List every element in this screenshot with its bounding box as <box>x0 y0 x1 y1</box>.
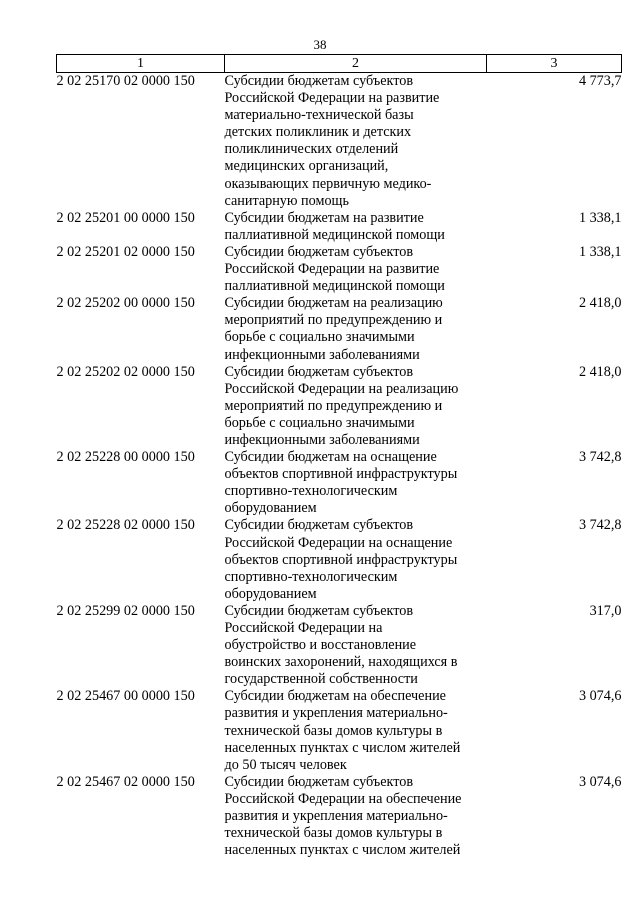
column-header-description: 2 <box>225 55 487 73</box>
description-line: объектов спортивной инфраструктуры <box>224 466 458 483</box>
description-line: Субсидии бюджетам на реализацию <box>224 295 443 312</box>
amount-value: 1 338,1 <box>578 209 622 226</box>
table-row <box>57 364 622 449</box>
description-line: оборудованием <box>224 585 317 602</box>
table-row <box>57 688 622 773</box>
page-number: 38 <box>313 37 327 52</box>
amount-value: 1 338,1 <box>578 243 622 260</box>
budget-code: 2 02 25228 02 0000 150 <box>56 517 195 534</box>
table-row <box>57 449 622 517</box>
description-line: обустройство и восстановление <box>224 637 417 654</box>
budget-table <box>56 54 622 859</box>
description-line: Субсидии бюджетам субъектов <box>224 602 414 619</box>
table-row <box>57 774 622 859</box>
description-line: инфекционными заболеваниями <box>224 431 420 448</box>
description-line: государственной собственности <box>224 671 418 688</box>
amount-value: 2 418,0 <box>578 363 622 380</box>
description-line: инфекционными заболеваниями <box>224 346 420 363</box>
amount-value: 3 074,6 <box>578 688 622 705</box>
budget-code: 2 02 25299 02 0000 150 <box>56 602 195 619</box>
description-line: оборудованием <box>224 500 317 517</box>
revenue-description <box>225 210 487 244</box>
description-line: спортивно-технологическим <box>224 568 398 585</box>
description-line: мероприятий по предупреждению и <box>224 312 443 329</box>
table-row <box>57 73 622 210</box>
description-line: Субсидии бюджетам субъектов <box>224 243 414 260</box>
budget-code: 2 02 25201 00 0000 150 <box>56 209 195 226</box>
description-line: мероприятий по предупреждению и <box>224 397 443 414</box>
description-line: технической базы домов культуры в <box>224 825 443 842</box>
amount-value: 4 773,7 <box>578 73 622 89</box>
description-line: Субсидии бюджетам субъектов <box>224 363 414 380</box>
budget-code: 2 02 25201 02 0000 150 <box>56 243 195 260</box>
budget-code: 2 02 25170 02 0000 150 <box>56 73 195 89</box>
description-line: оказывающих первичную медико- <box>224 175 432 192</box>
table-header-row <box>57 55 622 73</box>
description-line: борьбе с социально значимыми <box>224 329 415 346</box>
description-line: паллиативной медицинской помощи <box>224 278 445 295</box>
description-line: воинских захоронений, находящихся в <box>224 654 458 671</box>
description-line: Субсидии бюджетам на развитие <box>224 209 424 226</box>
description-line: санитарную помощь <box>224 192 349 209</box>
description-line: развития и укрепления материально- <box>224 808 448 825</box>
amount-value: 3 742,8 <box>578 517 622 534</box>
revenue-description <box>225 244 487 295</box>
budget-code: 2 02 25202 00 0000 150 <box>56 295 195 312</box>
description-line: Российской Федерации на обеспечение <box>224 790 462 807</box>
budget-code: 2 02 25467 02 0000 150 <box>56 773 195 790</box>
amount-value: 2 418,0 <box>578 295 622 312</box>
description-line: Субсидии бюджетам субъектов <box>224 517 414 534</box>
description-line: Субсидии бюджетам на оснащение <box>224 449 437 466</box>
description-line: до 50 тысяч человек <box>224 756 347 773</box>
description-line: Субсидии бюджетам на обеспечение <box>224 688 446 705</box>
revenue-description <box>225 688 487 773</box>
description-line: Российской Федерации на оснащение <box>224 534 453 551</box>
description-line: материально-технической базы <box>224 107 414 124</box>
revenue-description <box>225 774 487 859</box>
budget-code: 2 02 25228 00 0000 150 <box>56 449 195 466</box>
budget-code: 2 02 25202 02 0000 150 <box>56 363 195 380</box>
revenue-description <box>225 295 487 363</box>
table-row <box>57 210 622 244</box>
column-header-amount: 3 <box>487 55 622 73</box>
description-line: Российской Федерации на <box>224 620 383 636</box>
table-row <box>57 603 622 688</box>
revenue-description <box>225 517 487 602</box>
description-line: населенных пунктах с числом жителей <box>224 842 461 859</box>
table-body <box>57 73 622 860</box>
description-line: Российской Федерации на реализацию <box>224 380 459 397</box>
description-line: поликлинических отделений <box>224 141 399 158</box>
revenue-description <box>225 73 487 210</box>
amount-value: 3 742,8 <box>578 449 622 466</box>
description-line: развития и укрепления материально- <box>224 705 448 722</box>
description-line: технической базы домов культуры в <box>224 722 443 739</box>
table-row <box>57 517 622 602</box>
amount-value: 317,0 <box>589 602 622 619</box>
description-line: медицинских организаций, <box>224 158 389 175</box>
table-row <box>57 244 622 295</box>
description-line: спортивно-технологическим <box>224 483 398 500</box>
budget-code: 2 02 25467 00 0000 150 <box>56 688 195 705</box>
description-line: Российской Федерации на развитие <box>224 261 440 278</box>
revenue-description <box>225 364 487 449</box>
description-line: детских поликлиник и детских <box>224 124 412 141</box>
description-line: Субсидии бюджетам субъектов <box>224 73 414 89</box>
revenue-description <box>225 449 487 517</box>
table-row <box>57 295 622 363</box>
description-line: паллиативной медицинской помощи <box>224 226 445 243</box>
revenue-description <box>225 603 487 688</box>
description-line: Российской Федерации на развитие <box>224 90 440 107</box>
description-line: населенных пунктах с числом жителей <box>224 739 461 756</box>
description-line: борьбе с социально значимыми <box>224 414 415 431</box>
description-line: объектов спортивной инфраструктуры <box>224 551 458 568</box>
amount-value: 3 074,6 <box>578 773 622 790</box>
column-header-code: 1 <box>57 55 225 73</box>
description-line: Субсидии бюджетам субъектов <box>224 773 414 790</box>
